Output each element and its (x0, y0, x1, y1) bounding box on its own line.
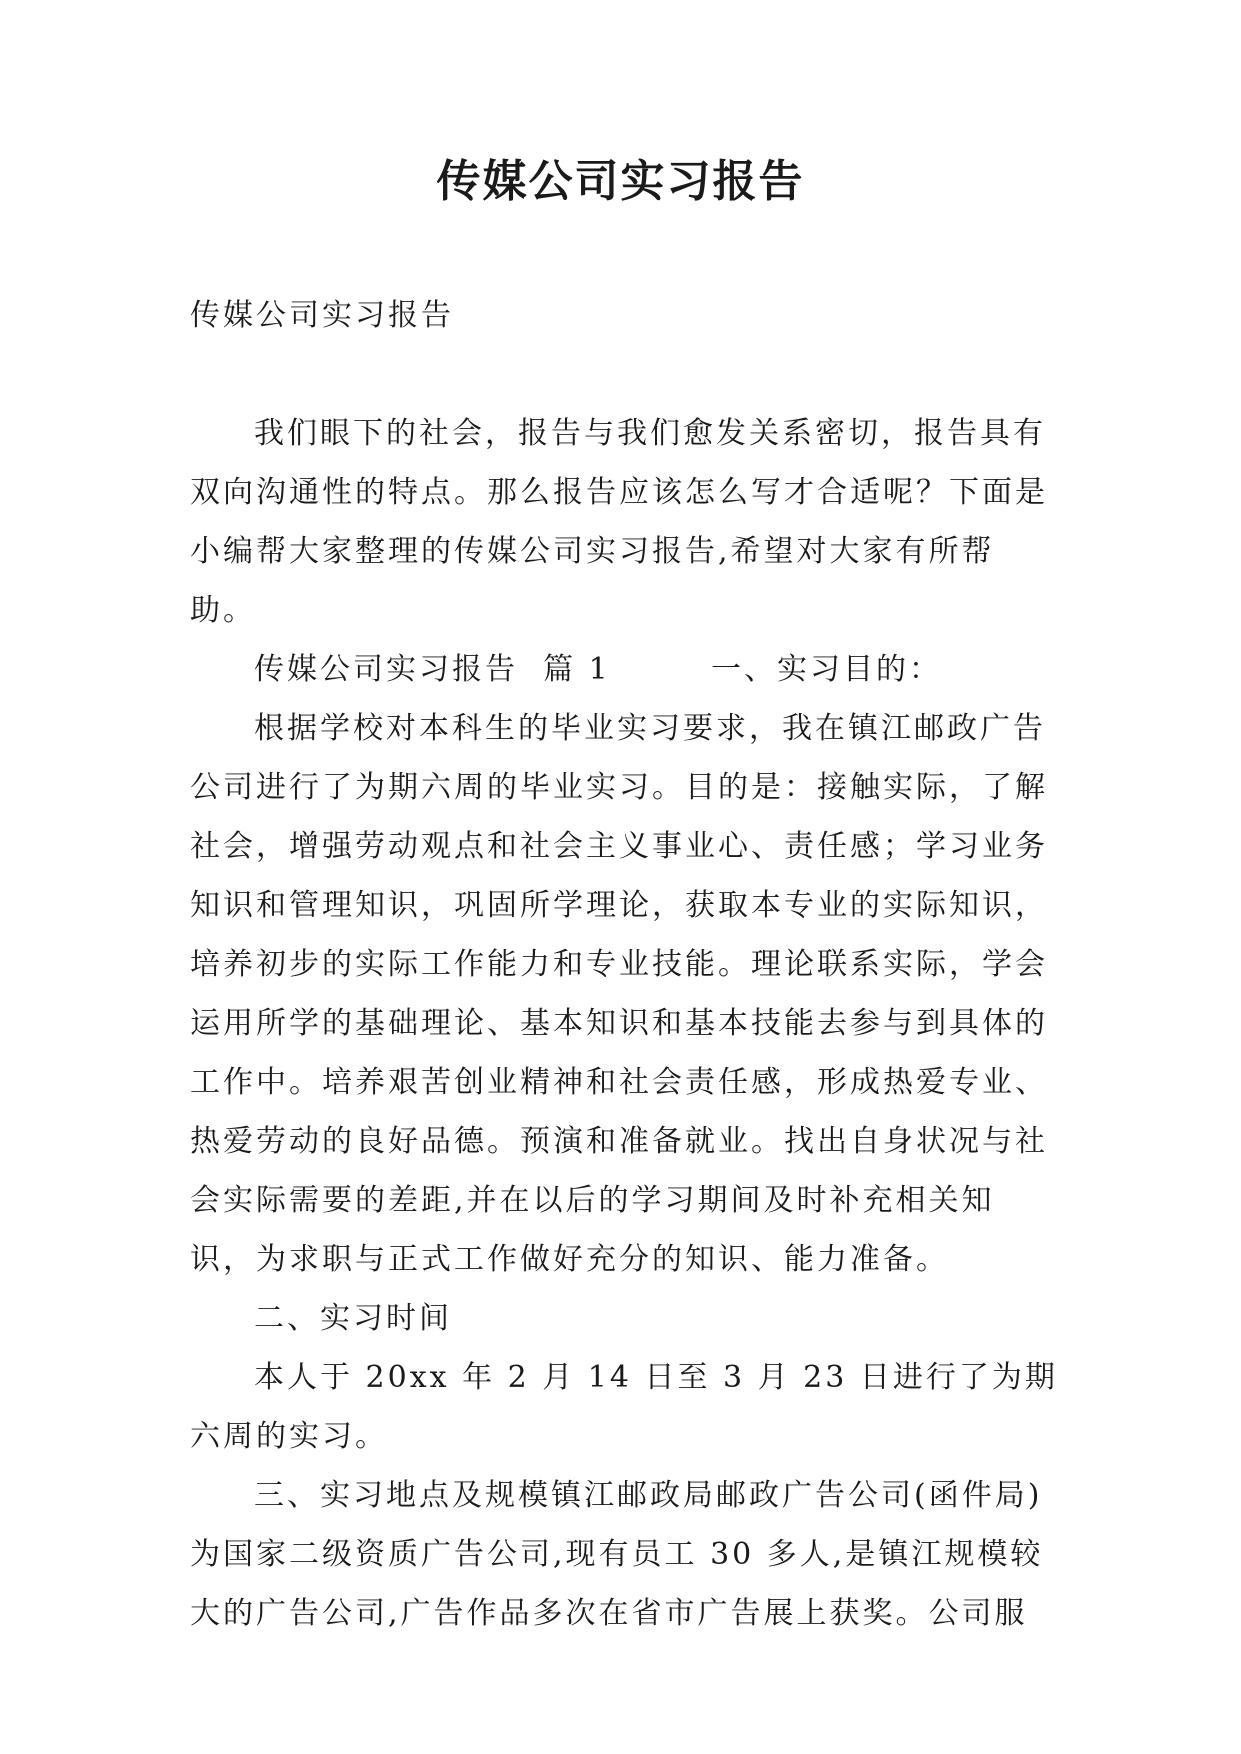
paragraph-intro: 我们眼下的社会，报告与我们愈发关系密切，报告具有双向沟通性的特点。那么报告应该怎么写才合适呢？下面是小编帮大家整理的传媒公司实习报告,希望对大家有所帮助。 (190, 416, 1048, 628)
paragraph-purpose: 根据学校对本科生的毕业实习要求，我在镇江邮政广告公司进行了为期六周的毕业实习。目的是：接触实际，了解社会，增强劳动观点和社会主义事业心、责任感；学习业务知识和管理知识，巩固所学理论，获取本专业的实际知识，培养初步的实际工作能力和专业技能。理论联系实际，学会运用所学的基础理论、基本知识和基本技能去参与到具体的工作中。培养艰苦创业精神和社会责任感，形成热爱专业、热爱劳动的良好品德。预演和准备就业。找出自身状况与社会实际需要的差距,并在以后的学习期间及时补充相关知识，为求职与正式工作做好充分的知识、能力准备。 (190, 711, 1048, 1277)
paragraph-section-heading-2: 二、实习时间 (254, 1301, 452, 1336)
paragraph-time: 本人于 20xx 年 2 月 14 日至 3 月 23 日进行了为期六周的实习。 (190, 1360, 1058, 1454)
document-title: 传媒公司实习报告 (436, 156, 805, 207)
document-subtitle: 传媒公司实习报告 (190, 298, 454, 333)
paragraph-section-heading-1: 传媒公司实习报告 篇 1 一、实习目的： (254, 652, 942, 687)
paragraph-location: 三、实习地点及规模镇江邮政局邮政广告公司(函件局)为国家二级资质广告公司,现有员工 30 多人,是镇江规模较大的广告公司,广告作品多次在省市广告展上获奖。公司服 (190, 1478, 1044, 1631)
document-body (190, 404, 1060, 1643)
